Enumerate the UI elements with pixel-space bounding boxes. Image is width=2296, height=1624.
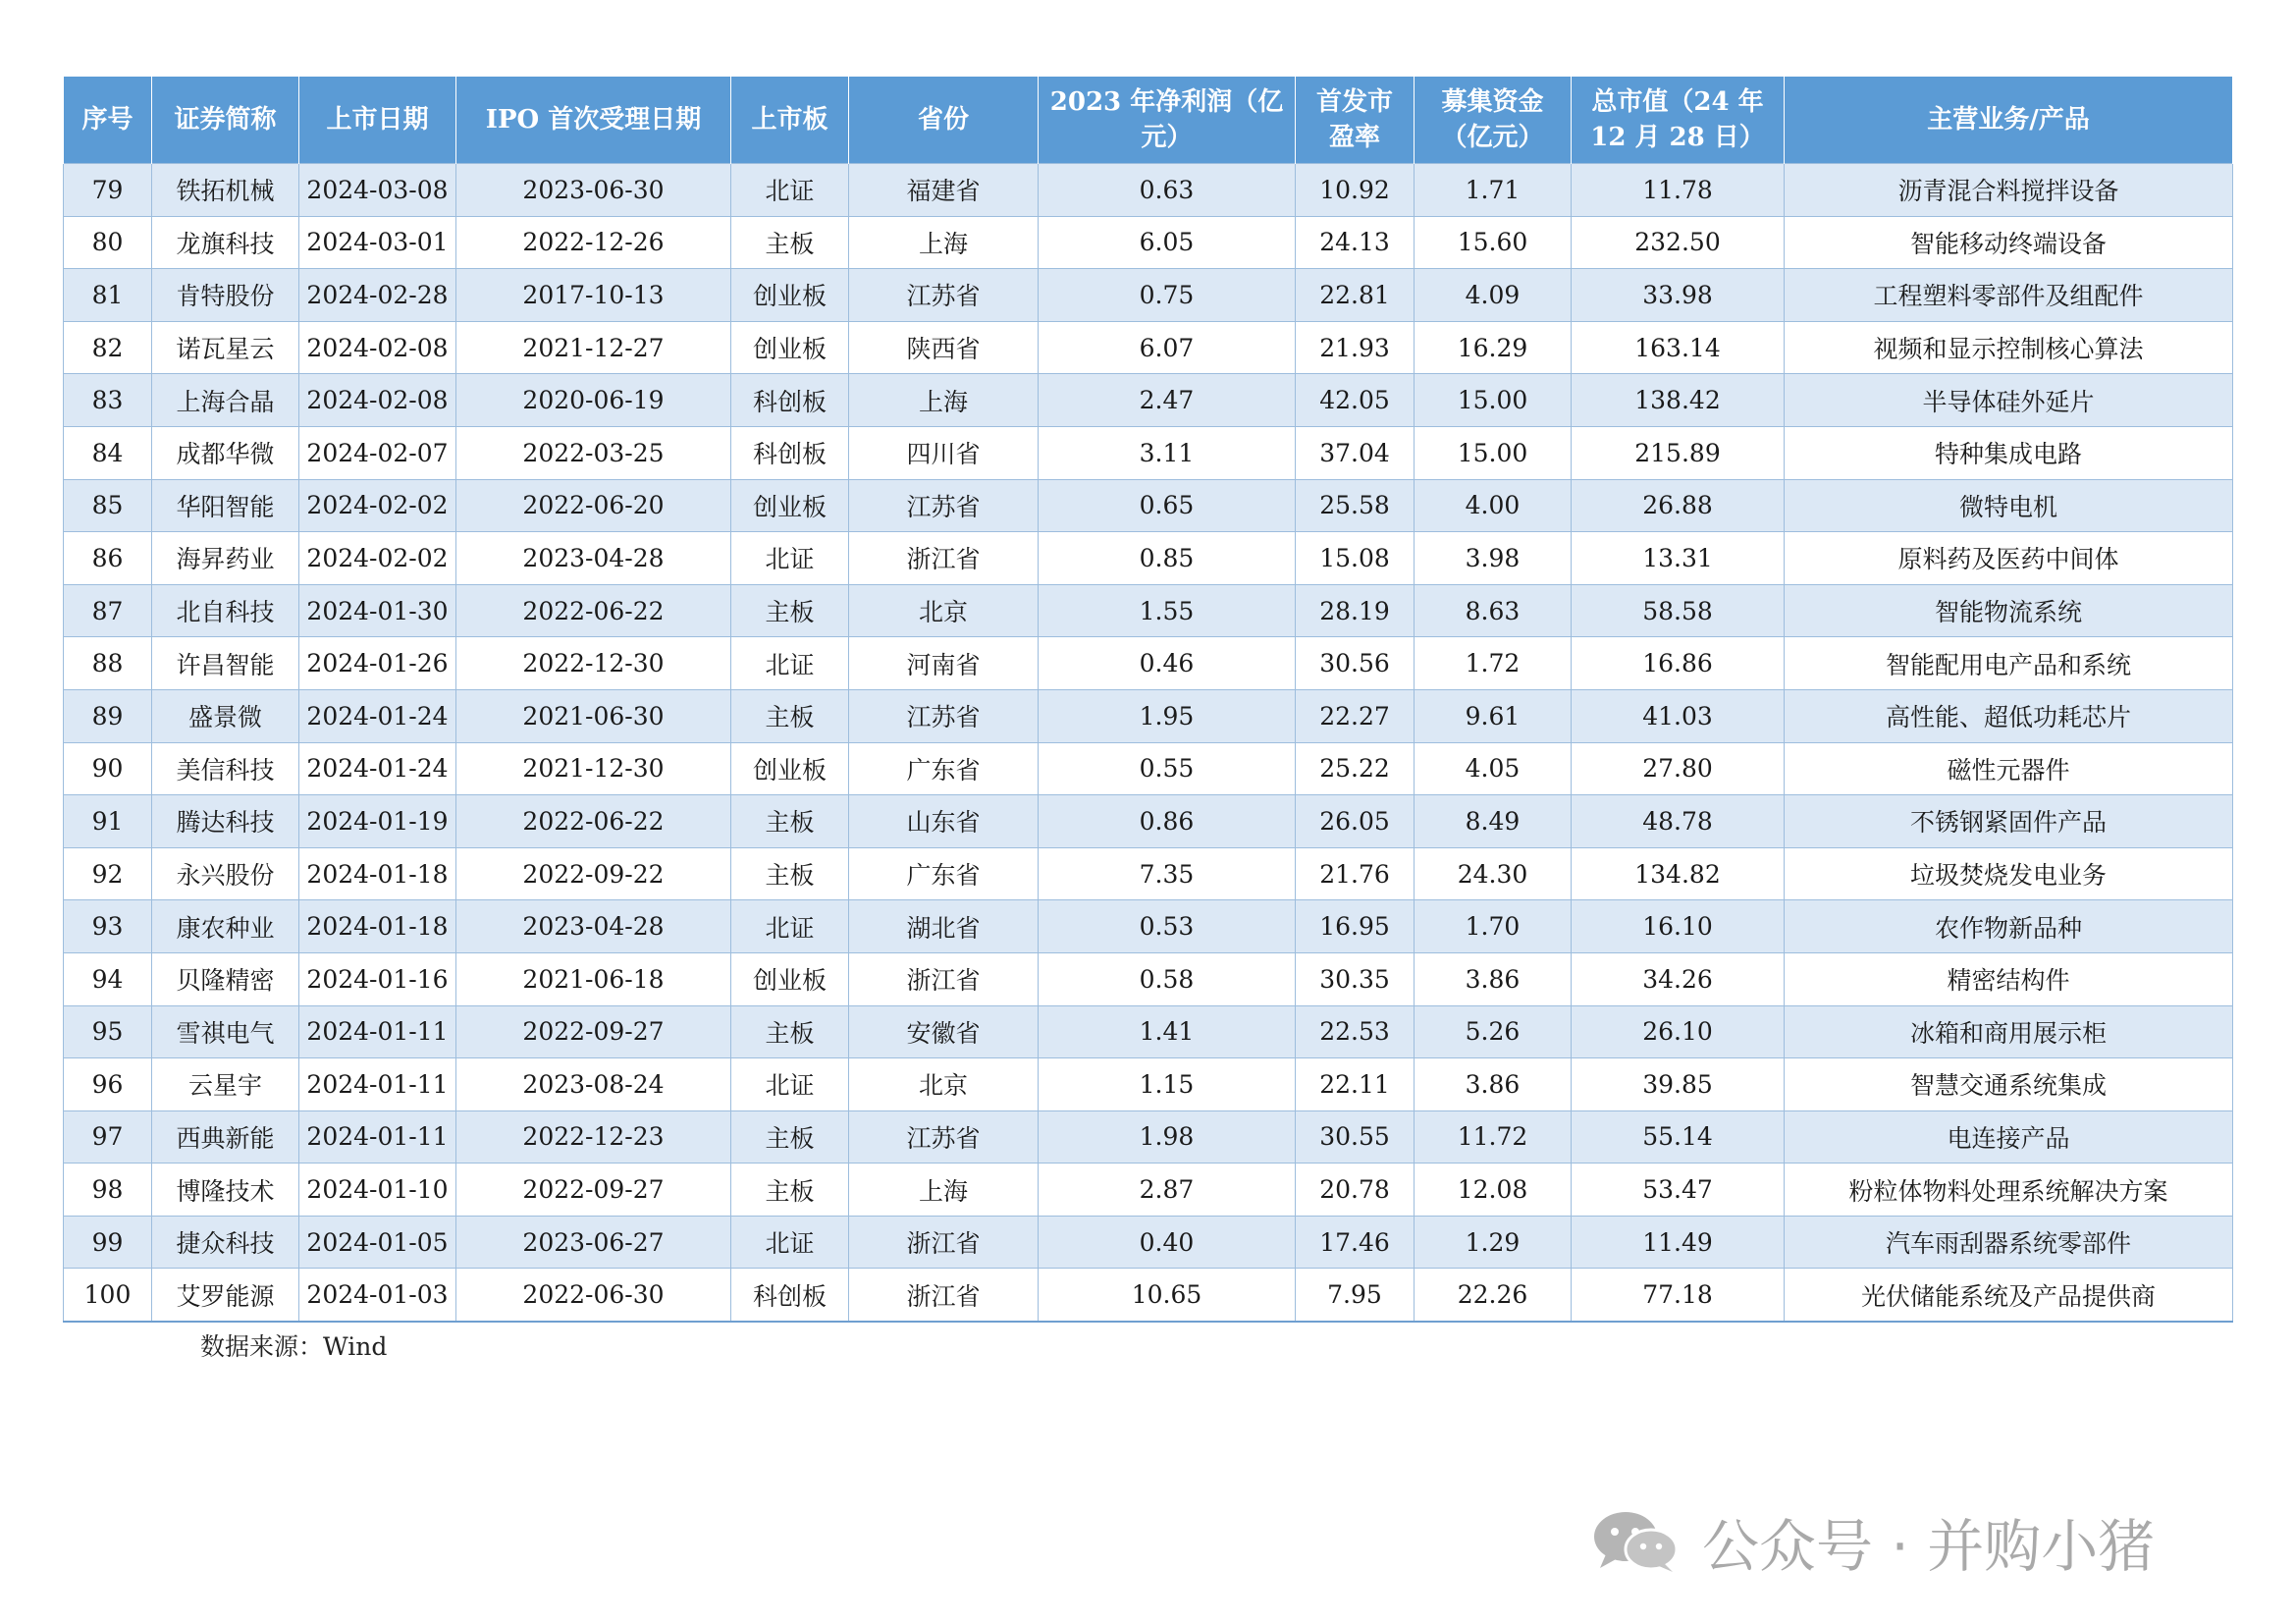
table-cell: 冰箱和商用展示柜 xyxy=(1785,1005,2233,1058)
table-cell: 25.22 xyxy=(1296,742,1415,795)
column-header-line: 序号 xyxy=(81,105,133,135)
table-cell: 1.95 xyxy=(1039,689,1296,742)
table-cell: 2022-12-26 xyxy=(456,216,731,269)
table-cell: 广东省 xyxy=(849,847,1039,900)
table-cell: 2024-01-24 xyxy=(299,742,456,795)
table-cell: 17.46 xyxy=(1296,1216,1415,1269)
table-row xyxy=(64,1164,2233,1217)
table-cell: 北证 xyxy=(731,637,849,690)
table-cell: 诺瓦星云 xyxy=(152,321,299,374)
table-row xyxy=(64,952,2233,1005)
table-cell: 沥青混合料搅拌设备 xyxy=(1785,164,2233,217)
table-cell: 90 xyxy=(64,742,152,795)
table-cell: 89 xyxy=(64,689,152,742)
column-header-line: 省份 xyxy=(917,105,969,135)
table-cell: 55.14 xyxy=(1572,1110,1785,1164)
table-cell: 84 xyxy=(64,426,152,479)
table-cell: 浙江省 xyxy=(849,532,1039,585)
table-cell: 37.04 xyxy=(1296,426,1415,479)
table-cell: 智能物流系统 xyxy=(1785,584,2233,637)
table-cell: 西典新能 xyxy=(152,1110,299,1164)
table-cell: 2024-02-02 xyxy=(299,479,456,532)
table-cell: 主板 xyxy=(731,1164,849,1217)
table-cell: 4.05 xyxy=(1415,742,1572,795)
table-cell: 0.46 xyxy=(1039,637,1296,690)
table-cell: 1.55 xyxy=(1039,584,1296,637)
table-cell: 21.76 xyxy=(1296,847,1415,900)
table-cell: 主板 xyxy=(731,847,849,900)
table-cell: 42.05 xyxy=(1296,374,1415,427)
table-cell: 北证 xyxy=(731,1058,849,1111)
table-cell: 2024-01-18 xyxy=(299,847,456,900)
table-row xyxy=(64,584,2233,637)
table-cell: 主板 xyxy=(731,584,849,637)
column-header-line: 上市板 xyxy=(751,105,828,135)
table-cell: 1.70 xyxy=(1415,900,1572,953)
table-cell: 2024-03-01 xyxy=(299,216,456,269)
table-cell: 33.98 xyxy=(1572,269,1785,322)
table-cell: 2024-01-11 xyxy=(299,1005,456,1058)
table-cell: 北京 xyxy=(849,1058,1039,1111)
table-cell: 11.49 xyxy=(1572,1216,1785,1269)
table-cell: 24.13 xyxy=(1296,216,1415,269)
table-row xyxy=(64,900,2233,953)
table-cell: 30.56 xyxy=(1296,637,1415,690)
column-header-line: 主营业务/产品 xyxy=(1927,105,2090,135)
table-cell: 39.85 xyxy=(1572,1058,1785,1111)
table-cell: 2024-03-08 xyxy=(299,164,456,217)
table-cell: 88 xyxy=(64,637,152,690)
table-cell: 53.47 xyxy=(1572,1164,1785,1217)
table-cell: 95 xyxy=(64,1005,152,1058)
table-cell: 0.55 xyxy=(1039,742,1296,795)
table-cell: 2023-04-28 xyxy=(456,900,731,953)
table-cell: 0.58 xyxy=(1039,952,1296,1005)
table-cell: 成都华微 xyxy=(152,426,299,479)
column-header-line: 2023 年净利润（亿 xyxy=(1049,87,1284,117)
table-row xyxy=(64,164,2233,217)
column-header xyxy=(299,77,456,164)
table-cell: 2022-09-27 xyxy=(456,1005,731,1058)
table-cell: 2023-06-30 xyxy=(456,164,731,217)
table-cell: 上海 xyxy=(849,216,1039,269)
table-cell: 7.95 xyxy=(1296,1269,1415,1322)
table-cell: 2024-01-26 xyxy=(299,637,456,690)
table-cell: 2024-01-03 xyxy=(299,1269,456,1322)
table-cell: 6.05 xyxy=(1039,216,1296,269)
table-cell: 浙江省 xyxy=(849,952,1039,1005)
table-cell: 94 xyxy=(64,952,152,1005)
table-cell: 垃圾焚烧发电业务 xyxy=(1785,847,2233,900)
table-cell: 康农种业 xyxy=(152,900,299,953)
table-cell: 21.93 xyxy=(1296,321,1415,374)
table-cell: 7.35 xyxy=(1039,847,1296,900)
column-header xyxy=(1785,77,2233,164)
table-cell: 创业板 xyxy=(731,952,849,1005)
table-cell: 48.78 xyxy=(1572,795,1785,848)
table-cell: 2.47 xyxy=(1039,374,1296,427)
column-header xyxy=(1415,77,1572,164)
table-cell: 许昌智能 xyxy=(152,637,299,690)
table-cell: 艾罗能源 xyxy=(152,1269,299,1322)
table-cell: 2022-06-20 xyxy=(456,479,731,532)
table-cell: 3.86 xyxy=(1415,952,1572,1005)
source-note: 数据来源：Wind xyxy=(200,1332,388,1361)
table-cell: 2021-12-30 xyxy=(456,742,731,795)
table-cell: 捷众科技 xyxy=(152,1216,299,1269)
table-row xyxy=(64,269,2233,322)
table-cell: 主板 xyxy=(731,795,849,848)
table-cell: 93 xyxy=(64,900,152,953)
table-cell: 2023-08-24 xyxy=(456,1058,731,1111)
table-cell: 15.60 xyxy=(1415,216,1572,269)
watermark-text: 公众号 · 并购小猪 xyxy=(1702,1513,2156,1580)
table-row xyxy=(64,1216,2233,1269)
table-cell: 2024-02-08 xyxy=(299,374,456,427)
table-row xyxy=(64,1269,2233,1322)
table-cell: 永兴股份 xyxy=(152,847,299,900)
table-cell: 2024-02-28 xyxy=(299,269,456,322)
table-cell: 79 xyxy=(64,164,152,217)
table-cell: 20.78 xyxy=(1296,1164,1415,1217)
table-cell: 15.00 xyxy=(1415,426,1572,479)
table-cell: 肯特股份 xyxy=(152,269,299,322)
table-cell: 81 xyxy=(64,269,152,322)
table-cell: 4.00 xyxy=(1415,479,1572,532)
table-cell: 1.72 xyxy=(1415,637,1572,690)
table-cell: 主板 xyxy=(731,689,849,742)
table-cell: 工程塑料零部件及组配件 xyxy=(1785,269,2233,322)
table-cell: 上海合晶 xyxy=(152,374,299,427)
table-cell: 江苏省 xyxy=(849,689,1039,742)
table-cell: 不锈钢紧固件产品 xyxy=(1785,795,2233,848)
table-cell: 光伏储能系统及产品提供商 xyxy=(1785,1269,2233,1322)
table-cell: 232.50 xyxy=(1572,216,1785,269)
table-cell: 2024-02-07 xyxy=(299,426,456,479)
table-cell: 磁性元器件 xyxy=(1785,742,2233,795)
table-cell: 22.81 xyxy=(1296,269,1415,322)
table-cell: 主板 xyxy=(731,1110,849,1164)
table-cell: 86 xyxy=(64,532,152,585)
table-cell: 主板 xyxy=(731,216,849,269)
table-cell: 海昇药业 xyxy=(152,532,299,585)
table-cell: 北证 xyxy=(731,164,849,217)
table-cell: 2021-06-18 xyxy=(456,952,731,1005)
table-cell: 农作物新品种 xyxy=(1785,900,2233,953)
table-cell: 安徽省 xyxy=(849,1005,1039,1058)
table-cell: 0.86 xyxy=(1039,795,1296,848)
table-cell: 30.55 xyxy=(1296,1110,1415,1164)
table-cell: 0.53 xyxy=(1039,900,1296,953)
table-cell: 电连接产品 xyxy=(1785,1110,2233,1164)
table-cell: 11.72 xyxy=(1415,1110,1572,1164)
table-cell: 8.49 xyxy=(1415,795,1572,848)
table-cell: 汽车雨刮器系统零部件 xyxy=(1785,1216,2233,1269)
table-cell: 2022-12-23 xyxy=(456,1110,731,1164)
table-cell: 智能移动终端设备 xyxy=(1785,216,2233,269)
table-cell: 26.88 xyxy=(1572,479,1785,532)
table-cell: 80 xyxy=(64,216,152,269)
table-cell: 8.63 xyxy=(1415,584,1572,637)
table-row xyxy=(64,374,2233,427)
column-header-line: （亿元） xyxy=(1441,123,1544,152)
table-cell: 15.08 xyxy=(1296,532,1415,585)
table-cell: 2024-01-18 xyxy=(299,900,456,953)
column-header xyxy=(456,77,731,164)
table-cell: 2024-02-08 xyxy=(299,321,456,374)
table-cell: 12.08 xyxy=(1415,1164,1572,1217)
table-cell: 北证 xyxy=(731,1216,849,1269)
table-row xyxy=(64,689,2233,742)
table-cell: 福建省 xyxy=(849,164,1039,217)
table-cell: 陕西省 xyxy=(849,321,1039,374)
table-cell: 22.53 xyxy=(1296,1005,1415,1058)
table-cell: 24.30 xyxy=(1415,847,1572,900)
header-row xyxy=(64,77,2233,164)
table-cell: 智能配用电产品和系统 xyxy=(1785,637,2233,690)
table-cell: 97 xyxy=(64,1110,152,1164)
watermark xyxy=(1590,1500,2155,1583)
table-cell: 2022-09-22 xyxy=(456,847,731,900)
table-cell: 2024-01-11 xyxy=(299,1110,456,1164)
table-cell: 27.80 xyxy=(1572,742,1785,795)
table-row xyxy=(64,321,2233,374)
table-row xyxy=(64,795,2233,848)
table-cell: 16.95 xyxy=(1296,900,1415,953)
table-cell: 腾达科技 xyxy=(152,795,299,848)
table-cell: 22.11 xyxy=(1296,1058,1415,1111)
table-cell: 北证 xyxy=(731,532,849,585)
table-cell: 25.58 xyxy=(1296,479,1415,532)
table-row xyxy=(64,847,2233,900)
table-cell: 30.35 xyxy=(1296,952,1415,1005)
table-cell: 2024-01-16 xyxy=(299,952,456,1005)
table-cell: 2.87 xyxy=(1039,1164,1296,1217)
table-cell: 2022-09-27 xyxy=(456,1164,731,1217)
table-cell: 1.15 xyxy=(1039,1058,1296,1111)
table-cell: 15.00 xyxy=(1415,374,1572,427)
table-cell: 0.65 xyxy=(1039,479,1296,532)
table-cell: 河南省 xyxy=(849,637,1039,690)
column-header-line: 总市值（24 年 xyxy=(1591,87,1764,117)
table-cell: 13.31 xyxy=(1572,532,1785,585)
table-cell: 2024-01-24 xyxy=(299,689,456,742)
column-header-line: 盈率 xyxy=(1328,123,1380,152)
table-cell: 半导体硅外延片 xyxy=(1785,374,2233,427)
table-cell: 99 xyxy=(64,1216,152,1269)
table-cell: 91 xyxy=(64,795,152,848)
table-cell: 3.98 xyxy=(1415,532,1572,585)
table-cell: 科创板 xyxy=(731,374,849,427)
column-header xyxy=(1572,77,1785,164)
table-cell: 2021-06-30 xyxy=(456,689,731,742)
table-cell: 2022-03-25 xyxy=(456,426,731,479)
table-cell: 龙旗科技 xyxy=(152,216,299,269)
table-cell: 22.26 xyxy=(1415,1269,1572,1322)
table-cell: 1.98 xyxy=(1039,1110,1296,1164)
table-cell: 北证 xyxy=(731,900,849,953)
table-cell: 盛景微 xyxy=(152,689,299,742)
table-cell: 高性能、超低功耗芯片 xyxy=(1785,689,2233,742)
table-cell: 创业板 xyxy=(731,742,849,795)
table-cell: 2024-01-11 xyxy=(299,1058,456,1111)
table-cell: 0.40 xyxy=(1039,1216,1296,1269)
table-cell: 6.07 xyxy=(1039,321,1296,374)
table-cell: 41.03 xyxy=(1572,689,1785,742)
table-cell: 58.58 xyxy=(1572,584,1785,637)
column-header-line: 12 月 28 日） xyxy=(1590,123,1765,152)
table-cell: 16.29 xyxy=(1415,321,1572,374)
ipo-table xyxy=(63,77,2233,1323)
table-cell: 雪祺电气 xyxy=(152,1005,299,1058)
table-cell: 100 xyxy=(64,1269,152,1322)
table-cell: 主板 xyxy=(731,1005,849,1058)
table-cell: 粉粒体物料处理系统解决方案 xyxy=(1785,1164,2233,1217)
table-cell: 原料药及医药中间体 xyxy=(1785,532,2233,585)
table-cell: 163.14 xyxy=(1572,321,1785,374)
table-cell: 北京 xyxy=(849,584,1039,637)
column-header xyxy=(64,77,152,164)
table-cell: 16.86 xyxy=(1572,637,1785,690)
table-cell: 2020-06-19 xyxy=(456,374,731,427)
table-cell: 2024-01-10 xyxy=(299,1164,456,1217)
table-cell: 3.11 xyxy=(1039,426,1296,479)
table-cell: 0.63 xyxy=(1039,164,1296,217)
table-row xyxy=(64,1005,2233,1058)
table-cell: 2023-04-28 xyxy=(456,532,731,585)
table-cell: 科创板 xyxy=(731,426,849,479)
table-cell: 浙江省 xyxy=(849,1269,1039,1322)
table-cell: 34.26 xyxy=(1572,952,1785,1005)
table-cell: 智慧交通系统集成 xyxy=(1785,1058,2233,1111)
table-row xyxy=(64,742,2233,795)
table-cell: 四川省 xyxy=(849,426,1039,479)
table-cell: 2022-06-22 xyxy=(456,795,731,848)
table-cell: 16.10 xyxy=(1572,900,1785,953)
table-cell: 2024-01-30 xyxy=(299,584,456,637)
table-cell: 3.86 xyxy=(1415,1058,1572,1111)
table-cell: 2023-06-27 xyxy=(456,1216,731,1269)
table-cell: 浙江省 xyxy=(849,1216,1039,1269)
table-cell: 9.61 xyxy=(1415,689,1572,742)
table-cell: 1.41 xyxy=(1039,1005,1296,1058)
table-cell: 2022-06-30 xyxy=(456,1269,731,1322)
table-cell: 创业板 xyxy=(731,269,849,322)
table-row xyxy=(64,637,2233,690)
table-cell: 北自科技 xyxy=(152,584,299,637)
table-cell: 10.92 xyxy=(1296,164,1415,217)
table-cell: 28.19 xyxy=(1296,584,1415,637)
table-cell: 2022-06-22 xyxy=(456,584,731,637)
table-cell: 1.71 xyxy=(1415,164,1572,217)
table-cell: 2021-12-27 xyxy=(456,321,731,374)
column-header xyxy=(849,77,1039,164)
table-cell: 2024-02-02 xyxy=(299,532,456,585)
table-row xyxy=(64,532,2233,585)
table-cell: 广东省 xyxy=(849,742,1039,795)
table-row xyxy=(64,216,2233,269)
table-cell: 77.18 xyxy=(1572,1269,1785,1322)
table-cell: 上海 xyxy=(849,374,1039,427)
table-cell: 4.09 xyxy=(1415,269,1572,322)
table-cell: 83 xyxy=(64,374,152,427)
table-cell: 2022-12-30 xyxy=(456,637,731,690)
column-header xyxy=(152,77,299,164)
table-cell: 26.10 xyxy=(1572,1005,1785,1058)
table-cell: 2024-01-19 xyxy=(299,795,456,848)
table-cell: 26.05 xyxy=(1296,795,1415,848)
table-cell: 5.26 xyxy=(1415,1005,1572,1058)
table-cell: 2024-01-05 xyxy=(299,1216,456,1269)
table-cell: 科创板 xyxy=(731,1269,849,1322)
wechat-icon xyxy=(1590,1509,1681,1574)
table-cell: 上海 xyxy=(849,1164,1039,1217)
table-cell: 11.78 xyxy=(1572,164,1785,217)
table-cell: 视频和显示控制核心算法 xyxy=(1785,321,2233,374)
table-cell: 0.75 xyxy=(1039,269,1296,322)
table-cell: 云星宇 xyxy=(152,1058,299,1111)
column-header xyxy=(731,77,849,164)
table-cell: 0.85 xyxy=(1039,532,1296,585)
table-row xyxy=(64,1110,2233,1164)
table-cell: 博隆技术 xyxy=(152,1164,299,1217)
table-row xyxy=(64,426,2233,479)
table-cell: 1.29 xyxy=(1415,1216,1572,1269)
table-cell: 92 xyxy=(64,847,152,900)
table-cell: 创业板 xyxy=(731,321,849,374)
table-cell: 微特电机 xyxy=(1785,479,2233,532)
table-cell: 87 xyxy=(64,584,152,637)
table-cell: 创业板 xyxy=(731,479,849,532)
table-cell: 96 xyxy=(64,1058,152,1111)
table-cell: 98 xyxy=(64,1164,152,1217)
column-header-line: 募集资金 xyxy=(1441,87,1544,117)
table-cell: 10.65 xyxy=(1039,1269,1296,1322)
table-header xyxy=(64,77,2233,164)
table-cell: 138.42 xyxy=(1572,374,1785,427)
table-cell: 85 xyxy=(64,479,152,532)
table-body xyxy=(64,164,2233,1323)
table-cell: 湖北省 xyxy=(849,900,1039,953)
table-cell: 2017-10-13 xyxy=(456,269,731,322)
table-cell: 美信科技 xyxy=(152,742,299,795)
column-header-line: 上市日期 xyxy=(326,105,429,135)
table-row xyxy=(64,479,2233,532)
table-cell: 22.27 xyxy=(1296,689,1415,742)
table-cell: 精密结构件 xyxy=(1785,952,2233,1005)
table-cell: 134.82 xyxy=(1572,847,1785,900)
column-header-line: 元） xyxy=(1141,123,1193,152)
table-cell: 江苏省 xyxy=(849,479,1039,532)
table-cell: 江苏省 xyxy=(849,269,1039,322)
table-cell: 特种集成电路 xyxy=(1785,426,2233,479)
column-header xyxy=(1039,77,1296,164)
table-cell: 82 xyxy=(64,321,152,374)
column-header-line: 证券简称 xyxy=(174,105,277,135)
table-cell: 215.89 xyxy=(1572,426,1785,479)
table-cell: 华阳智能 xyxy=(152,479,299,532)
column-header-line: IPO 首次受理日期 xyxy=(485,105,702,135)
column-header-line: 首发市 xyxy=(1315,87,1393,117)
column-header xyxy=(1296,77,1415,164)
table-cell: 贝隆精密 xyxy=(152,952,299,1005)
table-cell: 铁拓机械 xyxy=(152,164,299,217)
table-row xyxy=(64,1058,2233,1111)
table-cell: 山东省 xyxy=(849,795,1039,848)
table-cell: 江苏省 xyxy=(849,1110,1039,1164)
